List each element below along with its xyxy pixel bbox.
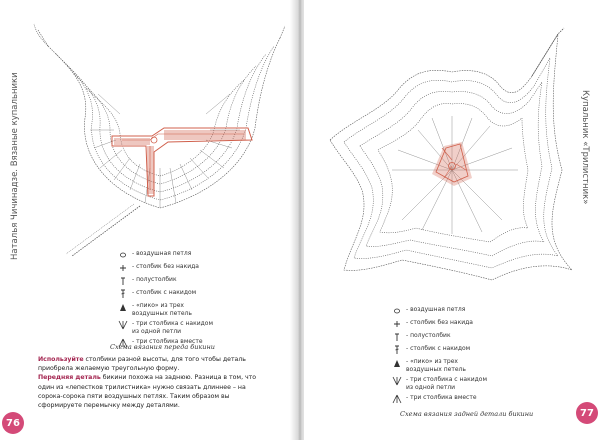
paragraph-2: Передняя деталь бикини похожа на заднюю. Разница в том, что один из «лепестков трилистника» нужно связать длиннее – на сорока-сорока пяти воздушных петлях. Таким образом вы сформируете перемычку между деталями. <box>38 374 257 410</box>
caption-right: Схема вязания задней детали бикини <box>400 410 534 418</box>
legend-item: - три столбика с накидом из одной петли <box>392 376 487 391</box>
paragraph-1: Используйте столбики разной высоты, для того чтобы деталь приобрела желаемую треугольную форму. <box>38 356 246 373</box>
page-number-left: 76 <box>2 412 24 434</box>
legend-item: - столбик без накида <box>392 319 487 329</box>
back-bikini-chart <box>322 20 577 288</box>
right-strap <box>280 26 285 38</box>
three-from-one-icon <box>392 376 406 386</box>
legend-item: - воздушная петля <box>392 306 487 316</box>
left-page <box>0 0 296 440</box>
running-head-right: Купальник «Трилистник» <box>580 90 590 205</box>
double-crochet-icon <box>118 289 132 299</box>
picot-icon <box>392 358 406 368</box>
bottom-strap <box>72 206 140 256</box>
picot-icon <box>118 302 132 312</box>
plus-icon <box>392 319 406 329</box>
legend-item: - три столбика вместе <box>392 394 487 404</box>
double-crochet-icon <box>392 345 406 355</box>
legend-left <box>118 250 213 351</box>
three-from-one-icon <box>118 320 132 330</box>
legend-item: - воздушная петля <box>118 250 213 260</box>
circle-icon <box>118 250 132 260</box>
running-head-left: Наталья Чичинадзе. Вязаные купальники <box>10 72 20 260</box>
legend-item: - столбик с накидом <box>392 345 487 355</box>
legend-item: - столбик с накидом <box>118 289 213 299</box>
legend-item: - полустолбик <box>118 276 213 286</box>
left-strap <box>38 30 48 46</box>
legend-item: - три столбика вместе <box>118 338 213 348</box>
right-strap <box>532 28 564 76</box>
half-double-icon <box>392 332 406 342</box>
circle-icon <box>392 306 406 316</box>
right-page <box>304 0 600 440</box>
legend-item: - полустолбик <box>392 332 487 342</box>
three-together-icon <box>392 394 406 404</box>
legend-right <box>392 306 487 407</box>
legend-item: - «пико» из трех воздушных петель <box>392 358 487 373</box>
legend-item: - «пико» из трех воздушных петель <box>118 302 213 317</box>
body-text <box>38 355 263 410</box>
legend-item: - столбик без накида <box>118 263 213 273</box>
page-number-right: 77 <box>576 402 598 424</box>
caption-left: Схема вязания переда бикини <box>110 343 215 351</box>
plus-icon <box>118 263 132 273</box>
front-bikini-chart <box>30 18 285 263</box>
legend-item: - три столбика с накидом из одной петли <box>118 320 213 335</box>
half-double-icon <box>118 276 132 286</box>
chart-outline <box>48 38 280 208</box>
